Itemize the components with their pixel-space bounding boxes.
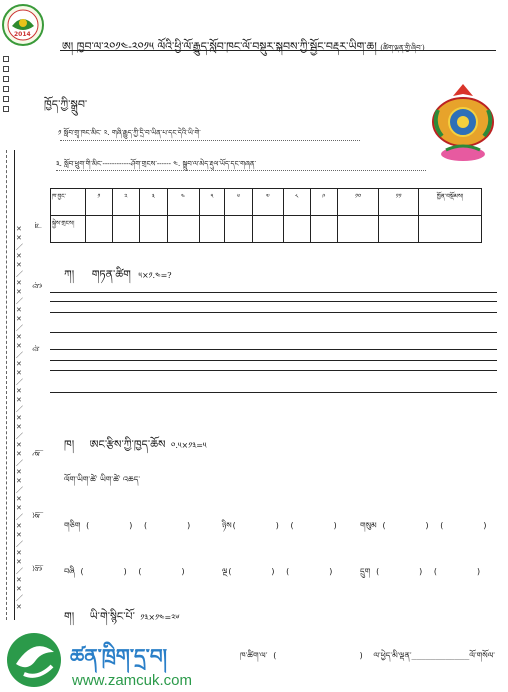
- fill-item[interactable]: གཅིག ( ) ( ): [64, 521, 192, 530]
- table-cell: ༤: [167, 189, 199, 216]
- auspicious-emblem-icon: [428, 80, 498, 165]
- score-cell[interactable]: [419, 216, 482, 243]
- answer-line: [50, 292, 497, 293]
- score-cell[interactable]: [283, 216, 310, 243]
- table-cell: ༦: [225, 189, 252, 216]
- answer-line: [50, 301, 497, 302]
- table-cell: ༡: [86, 189, 113, 216]
- answer-line: [50, 349, 497, 350]
- school-logo: [2, 4, 44, 46]
- question-expression: ༥×༡.༤=?: [138, 271, 172, 280]
- info-underline: [56, 170, 426, 171]
- question-expression: ༠.༥×༡༣=༥: [170, 441, 207, 450]
- margin-dots: [3, 56, 8, 116]
- title-rule: [60, 50, 496, 51]
- question-label: ཀ།: [64, 268, 75, 281]
- answer-line: [50, 370, 497, 371]
- answer-line: [50, 312, 497, 313]
- side-mark: ཐེ།: [34, 450, 42, 456]
- instruction-line: ལོག་ཡིག་ཚེ་ ཡིག་ཚེ་ འཆད་: [64, 475, 141, 484]
- watermark-url: www.zamcuk.com: [72, 672, 193, 689]
- score-cell[interactable]: [310, 216, 337, 243]
- question-title: ཡི་གེ་སྙིང་པོ་: [89, 610, 135, 623]
- score-cell[interactable]: [379, 216, 419, 243]
- answer-line: [50, 392, 497, 393]
- table-cell: ༥: [199, 189, 225, 216]
- score-cell[interactable]: [199, 216, 225, 243]
- fill-item[interactable]: ལྔ( ) ( ): [222, 567, 334, 576]
- score-cell[interactable]: [140, 216, 167, 243]
- side-mark: ཐོ།: [34, 512, 42, 518]
- table-cell: ༩: [310, 189, 337, 216]
- score-cell[interactable]: [112, 216, 139, 243]
- table-row: [51, 189, 482, 216]
- info-line: ༣. སློབ་ཕྲུག་གི་མིང་------------ཤོག་གྲངས་------ ༤. སྒྲུབ་ལ་མེད་རྡུལ་ཡོད་དང་གཞན་: [56, 160, 257, 168]
- fill-item[interactable]: དྲུག ( ) ( ): [360, 567, 482, 576]
- margin-cross-marks: ✕ ✕ ／ ✕ ✕ ／ ✕ ✕ ／ ✕ ✕ ／ ✕ ✕ ／ ✕ ✕ ／ ✕ ✕ ／ ✕ ✕ ／ ✕ ✕ ／ ✕ ✕ ／ ✕ ✕ ／ ✕ ✕ ／ ✕ ✕ ／ ✕ ✕ ／ ✕: [16, 225, 23, 611]
- section-label: ཁྱོད་ཀྱི་སྒྲུབ་: [44, 98, 88, 111]
- info-line: ༡ སློབ་གྲྭ་ཁང་མིང་ ༢. གཞི་རྒྱུད་ཀྱི་དྲི་བ་ཡིན་པ་དང་དེའི་ཡི་གེ་: [58, 129, 201, 137]
- score-cell[interactable]: [167, 216, 199, 243]
- score-cell[interactable]: [86, 216, 113, 243]
- question-section: [64, 262, 172, 293]
- answer-line: [50, 360, 497, 361]
- question-title: གཏན་ཚིག: [91, 268, 131, 281]
- side-mark: ཕྱི་: [34, 282, 42, 288]
- table-cell: ༡༠: [337, 189, 378, 216]
- table-cell: ༧: [252, 189, 283, 216]
- question-section: [64, 432, 206, 463]
- question-expression: ༡༣×༡༤=༢༦: [140, 613, 180, 622]
- table-row: [51, 216, 482, 243]
- answer-line: [50, 332, 497, 333]
- table-cell: ༣: [140, 189, 167, 216]
- question-label: ག།: [64, 610, 75, 623]
- page-title-text: ཨ། ཁྱབ་ལ་༢༠༡༤-༢༠༡༥ ལོའི་ཕྱི་ལོ་རྒྱུད་སློབ་ཁང་ལོ་བསྡུར་སྐབས་ཀྱི་སྦྱོང་བརྡར་ཡིག་ཆ།: [62, 40, 377, 53]
- logo-badge-text: 2014: [14, 31, 31, 38]
- score-cell[interactable]: [337, 216, 378, 243]
- watermark-brand: ཚན་ཁྲིག་དྲ་བ།: [70, 644, 168, 668]
- table-cell: ཁ་བྱང་: [51, 189, 86, 216]
- watermark-logo-icon: [4, 630, 64, 690]
- info-underline: [60, 140, 360, 141]
- table-cell: ༢: [112, 189, 139, 216]
- score-cell[interactable]: [252, 216, 283, 243]
- score-table: [50, 188, 482, 243]
- table-cell: སྐྱེས་གྲངས།: [51, 216, 86, 243]
- fill-item[interactable]: གསུམ ( ) ( ): [360, 521, 488, 530]
- fill-item[interactable]: བཞི ( ) ( ): [64, 567, 186, 576]
- question-label: ཁ།: [64, 438, 75, 451]
- side-mark: ཁ་: [34, 222, 42, 229]
- table-cell: ༡༡: [379, 189, 419, 216]
- table-cell: ཁྱོན་བསྡོམས།: [419, 189, 482, 216]
- page-title-note: (ཚིག་ལྡན་གྱི་ཞིབ་): [380, 44, 425, 52]
- side-mark: ཡི་: [34, 345, 42, 352]
- watermark: [0, 628, 240, 692]
- side-mark: ཕྱོ།: [34, 565, 42, 572]
- bottom-fill-line[interactable]: ཁ་ཚིག་ལ་ ( ) ལ་ཕྱེད་མི་ལྡན་____________ལོ་གསོལ་: [240, 651, 495, 660]
- score-cell[interactable]: [225, 216, 252, 243]
- question-title: ཨང་རྩིས་ཀྱི་ཁྱད་ཆོས: [89, 438, 166, 451]
- fill-item[interactable]: ཉིས( ) ( ): [222, 521, 338, 530]
- table-cell: ༨: [283, 189, 310, 216]
